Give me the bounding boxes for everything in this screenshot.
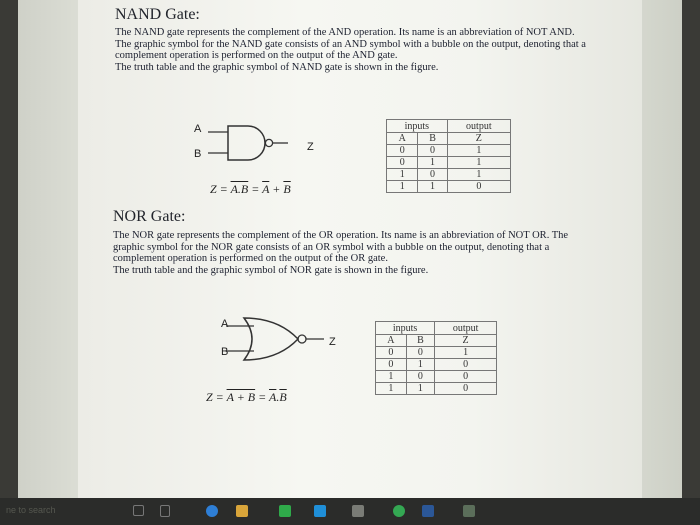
tt-cell: 0 [406,347,435,359]
tt-cell: 0 [435,371,497,383]
eq-lhs: Z = [206,390,224,404]
eq-equals: = [258,390,267,404]
tt-cell: 0 [376,359,407,371]
store-icon[interactable] [279,505,291,517]
file-explorer-icon[interactable] [236,505,248,517]
nand-input-a-label: A [194,123,202,135]
taskbar-search-box[interactable]: ne to search [6,505,56,515]
table-row [387,181,511,193]
tt-cell: 0 [418,169,447,181]
nand-para-line: The graphic symbol for the NAND gate consists of an AND symbol with a bubble on the output, denoting that a [115,38,586,50]
eq-lhs: Z = [210,182,228,196]
table-row [376,359,497,371]
nor-gate-symbol [226,315,336,363]
table-row [387,145,511,157]
tt-cell: 0 [387,145,418,157]
app-icon[interactable] [352,505,364,517]
mail-icon[interactable] [314,505,326,517]
chrome-icon[interactable] [393,505,405,517]
nand-para-line: The truth table and the graphic symbol of NAND gate is shown in the figure. [115,61,439,73]
monitor-screen [18,0,682,498]
tt-cell: 1 [418,157,447,169]
nand-equation [210,182,291,197]
document-page [78,0,642,498]
photos-icon[interactable] [463,505,475,517]
nor-equation [206,390,287,405]
nand-para-line: complement operation is performed on the output of the AND gate. [115,50,398,61]
nor-heading: NOR Gate: [113,208,186,225]
eq-term: $\overline{B}$ [279,390,287,404]
tt-cell: 1 [447,169,510,181]
tt-col-b: B [406,335,435,347]
eq-operator: + [272,182,281,196]
eq-term: $\overline{B}$ [283,182,291,196]
tt-inputs-header: inputs [387,120,448,133]
tt-cell: 0 [376,347,407,359]
task-view-icon[interactable] [160,505,170,517]
eq-equals: = [251,182,260,196]
table-row [376,371,497,383]
tt-cell: 1 [447,145,510,157]
nand-output-label: Z [307,141,314,153]
nor-input-b-label: B [221,346,229,358]
tt-cell: 1 [406,383,435,395]
nand-paragraph [115,27,586,73]
table-row [387,157,511,169]
table-row [376,347,497,359]
nor-para-line: complement operation is performed on the output of the OR gate. [113,253,388,264]
nor-input-a-label: A [221,318,229,330]
tt-col-a: A [376,335,407,347]
nor-para-line: graphic symbol for the NOR gate consists of an OR symbol with a bubble on the output, denoting that a [113,241,550,253]
tt-cell: 0 [387,157,418,169]
tt-cell: 0 [447,181,510,193]
word-icon[interactable] [422,505,434,517]
tt-cell: 0 [435,383,497,395]
edge-browser-icon[interactable] [206,505,218,517]
nand-truth-table [386,119,511,193]
nor-para-line: The truth table and the graphic symbol of NOR gate is shown in the figure. [113,264,429,276]
tt-col-z: Z [435,335,497,347]
tt-col-z: Z [447,133,510,145]
tt-cell: 1 [435,347,497,359]
tt-cell: 1 [376,371,407,383]
tt-cell: 1 [376,383,407,395]
nand-input-b-label: B [194,148,202,160]
nor-para-line: The NOR gate represents the complement of the OR operation. Its name is an abbreviation of NOT OR. The [113,230,569,241]
tt-cell: 1 [406,359,435,371]
table-row [387,169,511,181]
nand-gate-symbol [208,122,308,164]
nand-para-line: The NAND gate represents the complement of the AND operation. Its name is an abbreviation of NOT AND. [115,27,575,38]
cortana-icon[interactable] [133,505,144,516]
nand-heading: NAND Gate: [115,6,200,23]
nor-paragraph [113,230,568,276]
tt-output-header: output [435,322,497,335]
tt-inputs-header: inputs [376,322,435,335]
tt-col-a: A [387,133,418,145]
tt-cell: 1 [447,157,510,169]
tt-cell: 1 [387,169,418,181]
tt-col-b: B [418,133,447,145]
eq-operator: . [276,390,280,404]
nor-truth-table [375,321,497,395]
taskbar [0,498,700,525]
tt-cell: 1 [418,181,447,193]
tt-cell: 0 [418,145,447,157]
eq-term: A.B [230,182,249,196]
nor-output-label: Z [329,336,336,348]
table-row [376,383,497,395]
eq-term: A + B [226,390,256,404]
tt-cell: 0 [435,359,497,371]
eq-term: $\overline{A}$ [269,390,277,404]
tt-cell: 1 [387,181,418,193]
eq-term: $\overline{A}$ [262,182,270,196]
tt-output-header: output [447,120,510,133]
tt-cell: 0 [406,371,435,383]
